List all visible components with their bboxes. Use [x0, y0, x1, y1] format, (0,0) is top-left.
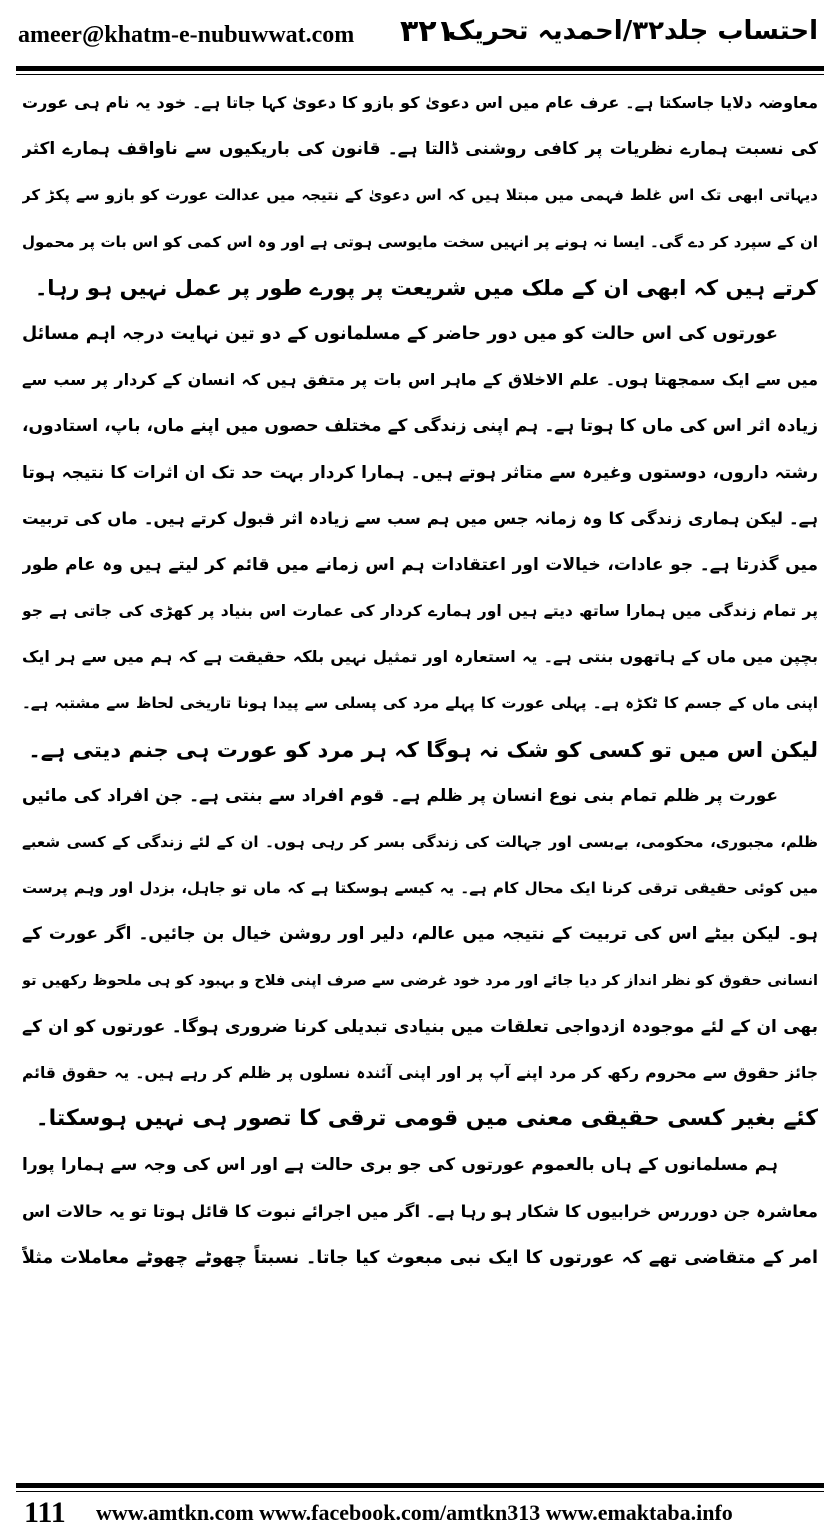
text-line: پر تمام زندگی میں ہمارا ساتھ دیتے ہیں اور ہمارے کردار کی عمارت اس بنیاد پر کھڑی کی جاتی ہے جو: [22, 602, 818, 621]
text-line: معاشرہ جن دوررس خرابیوں کا شکار ہو رہا ہے۔ اگر میں اجرائے نبوت کا قائل ہوتا تو یہ حالات اس: [22, 1201, 818, 1221]
text-line: ہو۔ لیکن بیٹے اس کی تربیت کے نتیجہ میں عالم، دلیر اور روشن خیال بن جائیں۔ اگر عورت کے: [22, 924, 818, 945]
text-line: ظلم، مجبوری، محکومی، بےبسی اور جہالت کی زندگی بسر کر رہی ہوں۔ ان کے لئے زندگی کے کسی شعبے: [22, 833, 818, 851]
text-line: دیہاتی ابھی تک اس غلط فہمی میں مبتلا ہیں کہ اس دعویٰ کے نتیجہ میں عدالت عورت کو بازو سے پکڑ کر: [22, 186, 818, 205]
text-line: عورت پر ظلم تمام بنی نوع انسان پر ظلم ہے۔ قوم افراد سے بنتی ہے۔ جن افراد کی مائیں: [22, 785, 778, 806]
text-line: لیکن اس میں تو کسی کو شک نہ ہوگا کہ ہر مرد کو عورت ہی جنم دیتی ہے۔: [28, 737, 818, 762]
text-line: رشتہ داروں، دوستوں وغیرہ سے متاثر ہوتے ہیں۔ ہمارا کردار بہت حد تک ان اثرات کا نتیجہ ہوتا: [22, 462, 818, 483]
text-line: جائز حقوق سے محروم رکھ کر مرد اپنے آپ پر اور اپنی آئندہ نسلوں پر ظلم کر رہے ہیں۔ یہ حقوق قائم: [22, 1063, 818, 1082]
text-line: معاوضہ دلایا جاسکتا ہے۔ عرف عام میں اس دعویٰ کو بازو کا دعویٰ کہا جاتا ہے۔ خود یہ نام ہی عورت: [22, 93, 818, 112]
header-rule: [16, 66, 824, 71]
text-line: اپنی ماں کے جسم کا ٹکڑہ ہے۔ پہلی عورت کا پہلے مرد کی پسلی سے پیدا ہونا تاریخی لحاظ سے مشتبہ ہے۔: [22, 694, 818, 713]
text-line: ان کے سپرد کر دے گی۔ ایسا نہ ہونے پر انہیں سخت مایوسی ہوتی ہے اور وہ اس کمی کو اس بات پر محمول: [22, 232, 818, 251]
text-line: میں سے ایک سمجھتا ہوں۔ علم الاخلاق کے ماہر اس بات پر متفق ہیں کہ انسان کے کردار پر سب سے: [22, 370, 818, 390]
text-line: امر کے متقاضی تھے کہ عورتوں کا ایک نبی مبعوث کیا جاتا۔ نسبتاً چھوٹے چھوٹے معاملات مثلاً: [22, 1247, 818, 1268]
text-line: ہے۔ لیکن ہماری زندگی کا وہ زمانہ جس میں ہم سب سے زیادہ اثر قبول کرتے ہیں۔ ماں کی تربیت: [22, 508, 818, 528]
header-rule-thin: [16, 74, 824, 75]
footer-urls: www.amtkn.com www.facebook.com/amtkn313 www.emaktaba.info: [96, 1500, 733, 1525]
text-line: زیادہ اثر اس کی ماں کا ہوتا ہے۔ ہم اپنی زندگی کے مختلف حصوں میں اپنے ماں، باپ، استادوں،: [22, 416, 818, 437]
text-line: کئے بغیر کسی حقیقی معنی میں قومی ترقی کا تصور ہی نہیں ہوسکتا۔: [35, 1106, 818, 1132]
footer-serial: 111: [24, 1496, 66, 1529]
text-line: انسانی حقوق کو نظر انداز کر دیا جائے اور مرد خود غرضی سے صرف اپنی فلاح و بہبود کو ہی ملحوظ رکھیں تو: [22, 972, 818, 989]
text-line: میں گذرتا ہے۔ جو عادات، خیالات اور اعتقادات ہم اس زمانے میں قائم کر لیتے ہیں وہ عام طور: [22, 554, 818, 575]
page-header: [18, 14, 822, 62]
footer-rule: [16, 1483, 824, 1488]
page-body: [22, 80, 818, 1281]
book-title: احتساب جلد۳۲/احمدیہ تحریک: [447, 16, 818, 46]
footer-rule-thin: [16, 1491, 824, 1492]
text-line: کی نسبت ہمارے نظریات پر کافی روشنی ڈالتا ہے۔ قانون کی باریکیوں سے ناواقف ہمارے اکثر: [22, 139, 818, 160]
text-line: کرتے ہیں کہ ابھی ان کے ملک میں شریعت پر پورے طور پر عمل نہیں ہو رہا۔: [34, 275, 818, 300]
text-line: ہم مسلمانوں کے ہاں بالعموم عورتوں کی جو بری حالت ہے اور اس کی وجہ سے ہمارا پورا: [22, 1155, 778, 1176]
page-number: ۳۲۱: [400, 14, 455, 49]
text-line: بچپن میں ماں کے ہاتھوں بنتی ہے۔ یہ استعارہ اور تمثیل نہیں بلکہ حقیقت ہے کہ ہم میں سے ہر ایک: [22, 647, 818, 667]
text-line: عورتوں کی اس حالت کو میں دور حاضر کے مسلمانوں کے دو تین نہایت درجہ اہم مسائل: [22, 323, 778, 344]
text-line: میں کوئی حقیقی ترقی کرنا ایک محال کام ہے۔ یہ کیسے ہوسکتا ہے کہ ماں تو جاہل، بزدل اور وہم پرست: [22, 879, 818, 898]
text-line: بھی ان کے لئے موجودہ ازدواجی تعلقات میں بنیادی تبدیلی کرنا ضروری ہوگا۔ عورتوں کو ان کے: [22, 1016, 818, 1037]
header-email: ameer@khatm-e-nubuwwat.com: [18, 22, 355, 48]
